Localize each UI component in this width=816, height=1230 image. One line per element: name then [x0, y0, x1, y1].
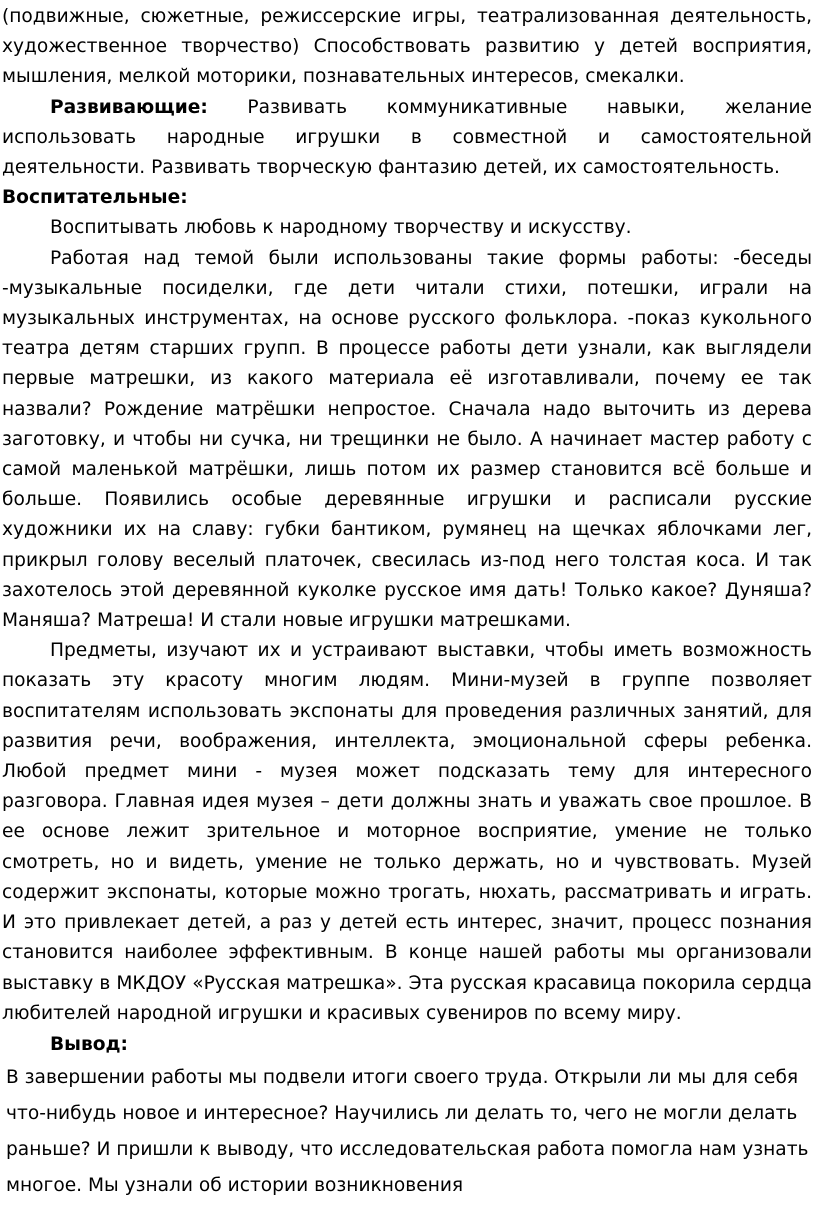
paragraph-activities: (подвижные, сюжетные, режиссерские игры, театрализованная деятельность, художественное творчество) Способствовать развитию у детей восприятия, мышления, мелкой моторики, познавательных интересов, смекалки.	[2, 6, 812, 88]
conclusion-text: В завершении работы мы подвели итоги своего труда. Открыли ли мы для себя что-нибудь новое и интересное? Научились ли делать то, чего не могли делать раньше? И пришли к выводу, что исследовательская работа помогла нам узнать многое. Мы узнали об истории возникновения	[6, 1066, 809, 1196]
paragraph-developmental	[2, 93, 812, 184]
educational-label: Воспитательные:	[2, 187, 188, 209]
developmental-label: Развивающие:	[50, 96, 208, 118]
developmental-text: Развивать коммуникативные навыки, желание использовать народные игрушки в совместной и самостоятельной деятельности. Развивать творческую фантазию детей, их самостоятельность.	[2, 96, 812, 179]
conclusion-heading: Вывод:	[50, 1033, 128, 1055]
paragraph-educational: Воспитывать любовь к народному творчеству и искусству.	[50, 217, 632, 239]
paragraph-mini-museum: Предметы, изучают их и устраивают выставки, чтобы иметь возможность показать эту красоту многим людям. Мини-музей в группе позволяет воспитателям использовать экспонаты для проведения различных занятий, для развития речи, воображения, интеллекта, эмоциональной сферы ребенка. Любой предмет мини - музея может подсказать тему для интересного разговора. Главная идея музея – дети должны знать и уважать свое прошлое. В ее основе лежит зрительное и моторное восприятие, умение не только смотреть, но и видеть, умение не только держать, но и чувствовать. Музей содержит экспонаты, которые можно трогать, нюхать, рассматривать и играть. И это привлекает детей, а раз у детей есть интерес, значит, процесс познания становится наиболее эффективным. В конце нашей работы мы организовали выставку в МКДОУ «Русская матрешка». Эта русская красавица покорила сердца любителей народной игрушки и красивых сувениров по всему миру.	[2, 640, 812, 1024]
paragraph-work-forms: Работая над темой были использованы такие формы работы: -беседы -музыкальные посиделки, где дети читали стихи, потешки, играли на музыкальных инструментах, на основе русского фольклора. -показ кукольного театра детям старших групп. В процессе работы дети узнали, как выглядели первые матрешки, из какого материала её изготавливали, почему ее так назвали? Рождение матрёшки непростое. Сначала надо выточить из дерева заготовку, и чтобы ни сучка, ни трещинки не было. А начинает мастер работу с самой маленькой матрёшки, лишь потом их размер становится всё больше и больше. Появились особые деревянные игрушки и расписали русские художники их на славу: губки бантиком, румянец на щечках яблочками лег, прикрыл голову веселый платочек, свесилась из-под него толстая коса. И так захотелось этой деревянной куколке русское имя дать! Только какое? Дуняша? Маняша? Матреша! И стали новые игрушки матрешками.	[2, 247, 812, 632]
